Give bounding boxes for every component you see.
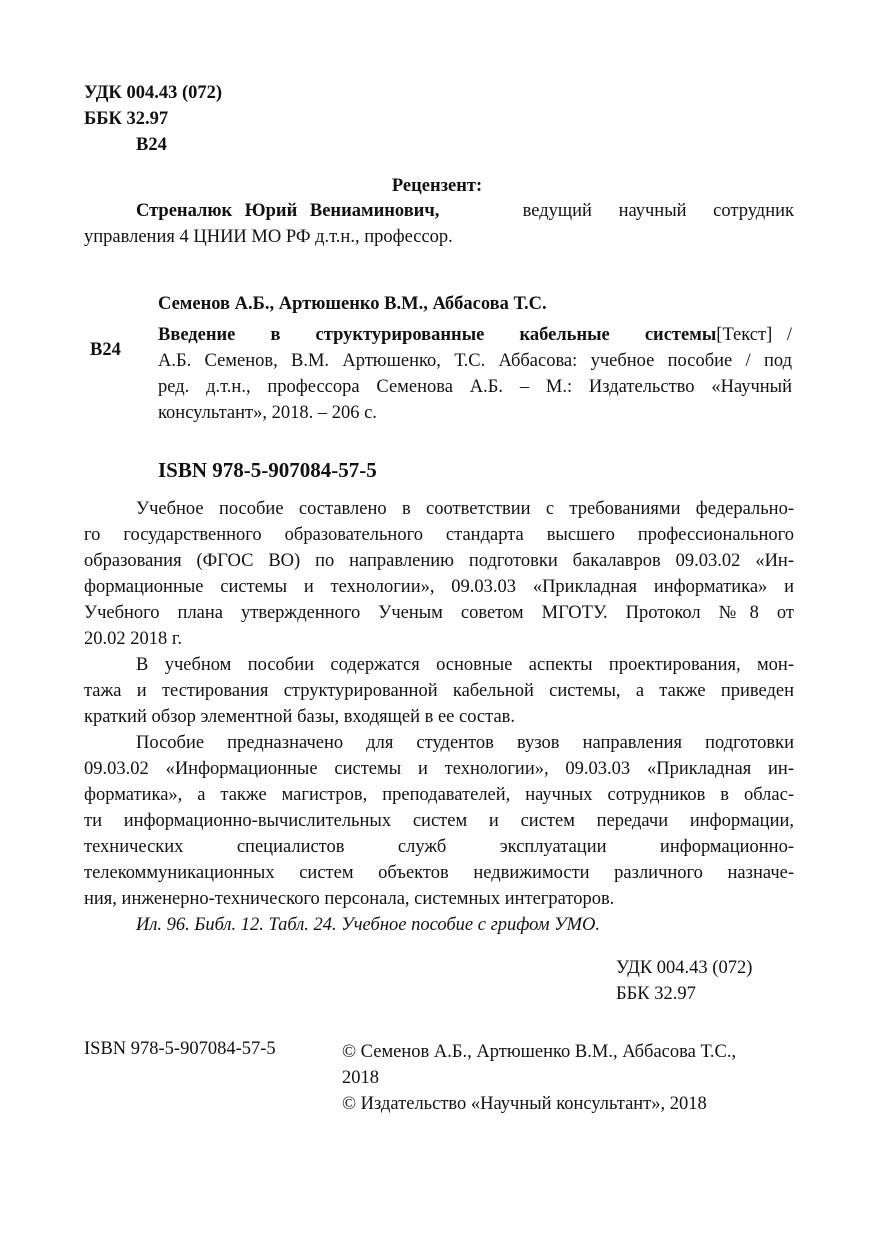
- reviewer-affiliation: управления 4 ЦНИИ МО РФ д.т.н., профессор.: [84, 227, 453, 247]
- copyright-year: 2018: [342, 1068, 379, 1088]
- biblio-line: ред. д.т.н., профессора Семенова А.Б. – М.: Издательство «Научный: [158, 377, 792, 397]
- abstract-line: образования (ФГОС ВО) по направлению подготовки бакалавров 09.03.02 «Ин-: [84, 551, 794, 571]
- bbk-code: ББК 32.97: [84, 109, 169, 129]
- copyright-authors: © Семенов А.Б., Артюшенко В.М., Аббасова Т.С.,: [342, 1042, 737, 1062]
- bottom-codes: [616, 955, 752, 1007]
- bbk-code-bottom: ББК 32.97: [616, 984, 696, 1004]
- abstract-line: краткий обзор элементной базы, входящей в ее состав.: [84, 707, 516, 727]
- author-mark: В24: [136, 135, 167, 155]
- abstract-line: 09.03.02 «Информационные системы и технологии», 09.03.03 «Прикладная ин-: [84, 759, 794, 779]
- authors: Семенов А.Б., Артюшенко В.М., Аббасова Т.С.: [158, 294, 547, 314]
- reviewer-line: [84, 201, 794, 222]
- abstract-line: телекоммуникационных систем объектов недвижимости различного назначе-: [84, 863, 794, 883]
- reviewer-position: ведущий научный сотрудник: [522, 201, 794, 221]
- book-title: Введение в структурированные кабельные системы: [158, 325, 717, 345]
- abstract-line: технических специалистов служб эксплуатации информационно-: [84, 837, 794, 857]
- abstract: [84, 496, 794, 938]
- abstract-line: тажа и тестирования структурированной кабельной системы, а также приведен: [84, 681, 794, 701]
- author-mark-side: В24: [90, 340, 121, 360]
- abstract-line: 20.02 2018 г.: [84, 629, 183, 649]
- isbn-main: ISBN 978-5-907084-57-5: [158, 458, 377, 482]
- biblio-line: консультант», 2018. – 206 с.: [158, 403, 377, 423]
- abstract-line: Пособие предназначено для студентов вузов направления подготовки: [136, 733, 794, 753]
- copyright-publisher: © Издательство «Научный консультант», 2018: [342, 1094, 707, 1114]
- reviewer-heading: Рецензент:: [391, 176, 483, 196]
- classification-codes: [84, 80, 222, 158]
- biblio-type: [Текст] /: [716, 325, 792, 345]
- abstract-footnote: Ил. 96. Библ. 12. Табл. 24. Учебное пособие с грифом УМО.: [136, 915, 600, 935]
- biblio-line: [158, 322, 792, 348]
- reviewer-name: Стреналюк Юрий Вениаминович,: [136, 201, 440, 221]
- abstract-line: ти информационно-вычислительных систем и систем передачи информации,: [84, 811, 794, 831]
- biblio-line: А.Б. Семенов, В.М. Артюшенко, Т.С. Аббасова: учебное пособие / под: [158, 351, 792, 371]
- udk-code-bottom: УДК 004.43 (072): [616, 958, 753, 978]
- abstract-line: го государственного образовательного стандарта высшего профессионального: [84, 525, 794, 545]
- bibliographic-description: [158, 322, 792, 426]
- copyright-block: [342, 1039, 802, 1117]
- abstract-line: форматика», а также магистров, преподавателей, научных сотрудников в облас-: [84, 785, 794, 805]
- abstract-line: Учебного плана утвержденного Ученым советом МГОТУ. Протокол №8 от: [84, 603, 794, 623]
- abstract-line: В учебном пособии содержатся основные аспекты проектирования, мон-: [136, 655, 794, 675]
- abstract-line: Учебное пособие составлено в соответствии с требованиями федерально-: [136, 499, 794, 519]
- abstract-line: формационные системы и технологии», 09.03.03 «Прикладная информатика» и: [84, 577, 794, 597]
- udk-code: УДК 004.43 (072): [84, 83, 223, 103]
- abstract-line: ния, инженерно-технического персонала, системных интеграторов.: [84, 889, 615, 909]
- isbn-bottom: ISBN 978-5-907084-57-5: [84, 1039, 276, 1059]
